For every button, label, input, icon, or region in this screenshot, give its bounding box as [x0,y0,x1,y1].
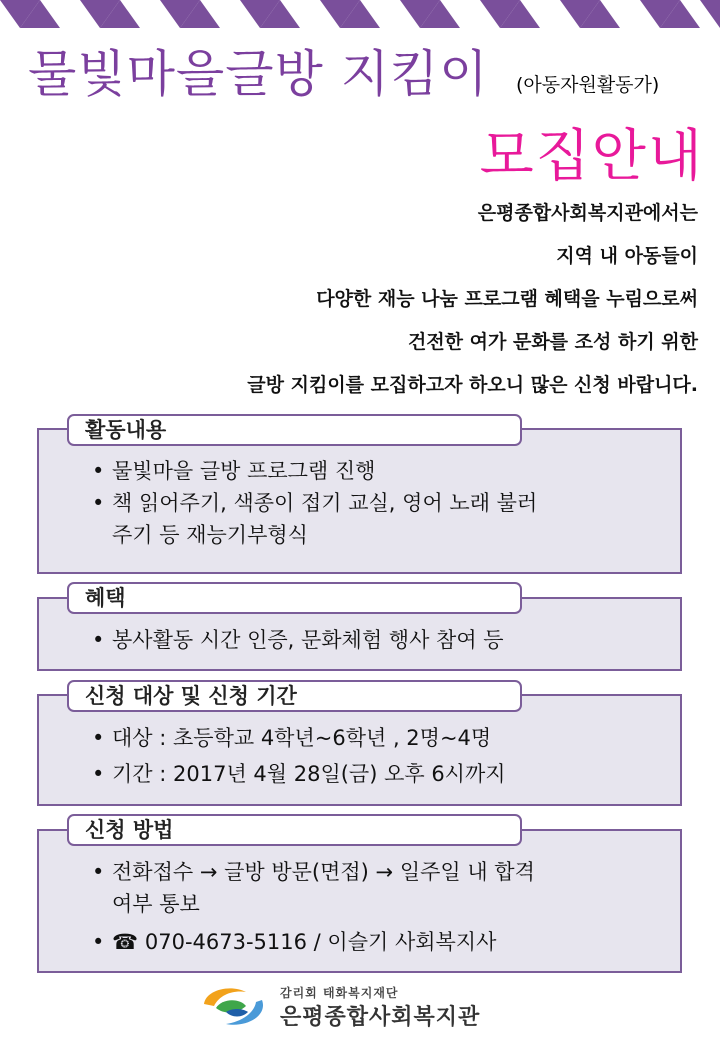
logo-mark-icon [196,982,272,1032]
list-item: • 대상 : 초등학교 4학년~6학년 , 2명~4명 [90,722,506,754]
method-list [90,856,535,958]
page-title: 물빛마을글방 지킴이 [28,45,489,103]
target-list [90,722,506,790]
phone-icon: ☎ [112,930,139,954]
activity-heading: 활동내용 [67,414,522,446]
intro-line: 글방 지킴이를 모집하고자 하오니 많은 신청 바랍니다. [247,374,698,396]
recruit-heading: 모집안내 [479,124,704,189]
benefit-heading: 혜택 [67,582,522,614]
list-item: • 기간 : 2017년 4월 28일(금) 오후 6시까지 [90,758,506,790]
activity-list [90,455,537,551]
intro-line: 다양한 재능 나눔 프로그램 혜택을 누림으로써 [316,288,698,310]
list-item: • 물빛마을 글방 프로그램 진행 [90,455,537,487]
contact-phone: 070-4673-5116 / 이슬기 사회복지사 [144,930,497,954]
organization-logo [196,982,526,1032]
list-item: • 전화접수 → 글방 방문(면접) → 일주일 내 합격 [90,856,535,888]
intro-line: 건전한 여가 문화를 조성 하기 위한 [407,331,698,353]
logo-name: 은평종합사회복지관 [280,1005,481,1030]
list-item-continuation: 여부 통보 [112,892,200,916]
intro-text [18,192,698,407]
page-subtitle: (아동자원활동가) [516,74,660,96]
intro-line: 지역 내 아동들이 [556,245,698,267]
triangle-band-decoration [0,0,720,30]
intro-line: 은평종합사회복지관에서는 [477,202,698,224]
target-heading: 신청 대상 및 신청 기간 [67,680,522,712]
method-heading: 신청 방법 [67,814,522,846]
list-item-continuation: 주기 등 재능기부형식 [112,523,308,547]
list-item: • 책 읽어주기, 색종이 접기 교실, 영어 노래 불러 [90,487,537,519]
logo-subtitle: 감리회 태화복지재단 [280,986,399,1000]
contact-item [90,926,535,958]
list-item: • 봉사활동 시간 인증, 문화체험 행사 참여 등 [90,624,504,656]
benefit-list [90,624,504,656]
